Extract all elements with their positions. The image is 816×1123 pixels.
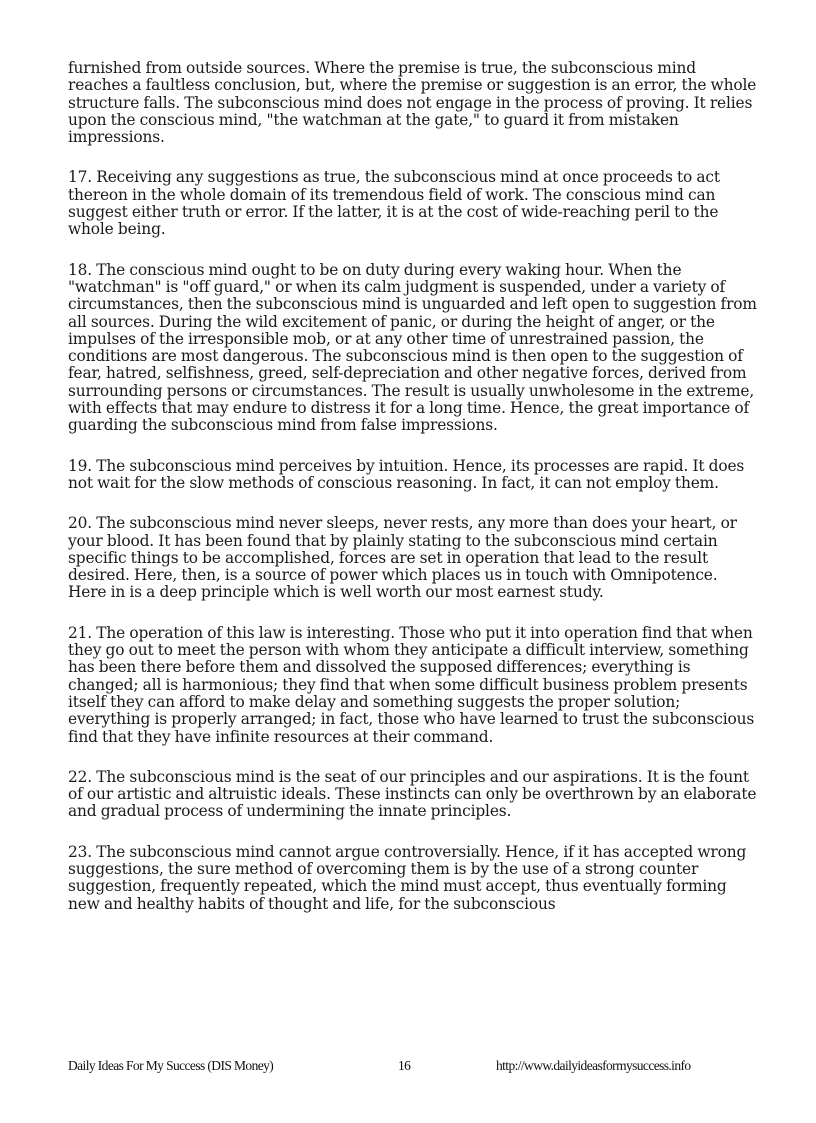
footer-url[interactable]: http://www.dailyideasformysuccess.info [496,1058,691,1073]
footer-page-number: 16 [398,1058,411,1073]
paragraph-22: 22. The subconscious mind is the seat of our principles and our aspirations. It is the fount of our artistic and altruistic ideals. These instincts can only be overthrown by an elaborate and gradual process of undermining the innate principles. [68,767,757,821]
page-body [68,60,758,936]
paragraph-continuation: furnished from outside sources. Where the premise is true, the subconscious mind reaches a faultless conclusion, but, where the premise or suggestion is an error, the whole structure falls. The subconscious mind does not engage in the process of proving. It relies upon the conscious mind, "the watchman at the gate," to guard it from mistaken impressions. [68,59,757,147]
paragraph-17: 17. Receiving any suggestions as true, the subconscious mind at once proceeds to act thereon in the whole domain of its tremendous field of work. The conscious mind can suggest either truth or error. If the latter, it is at the cost of wide-reaching peril to the whole being. [68,168,720,239]
paragraph-23: 23. The subconscious mind cannot argue controversially. Hence, if it has accepted wrong suggestions, the sure method of overcoming them is by the use of a strong counter suggestion, frequently repeated, which the mind must accept, thus eventually forming new and healthy habits of thought and life, for the subconscious [68,842,747,913]
footer-title: Daily Ideas For My Success (DIS Money) [68,1058,274,1073]
paragraph-19: 19. The subconscious mind perceives by intuition. Hence, its processes are rapid. It does not wait for the slow methods of conscious reasoning. In fact, it can not employ them. [68,456,745,492]
page-footer [68,1058,738,1078]
paragraph-20: 20. The subconscious mind never sleeps, never rests, any more than does your heart, or your blood. It has been found that by plainly stating to the subconscious mind certain specific things to be accomplished, forces are set in operation that lead to the result desired. Here, then, is a source of power which places us in touch with Omnipotence. Here in is a deep principle which is well worth our most earnest study. [68,514,737,602]
paragraph-18: 18. The conscious mind ought to be on duty during every waking hour. When the "watchman" is "off guard," or when its calm judgment is suspended, under a variety of circumstances, then the subconscious mind is unguarded and left open to suggestion from all sources. During the wild excitement of panic, or during the height of anger, or the impulses of the irresponsible mob, or at any other time of unrestrained passion, the conditions are most dangerous. The subconscious mind is then open to the suggestion of fear, hatred, selfishness, greed, self-depreciation and other negative forces, derived from surrounding persons or circumstances. The result is usually unwholesome in the extreme, with effects that may endure to distress it for a long time. Hence, the great importance of guarding the subconscious mind from false impressions. [68,260,757,435]
paragraph-21: 21. The operation of this law is interesting. Those who put it into operation find that when they go out to meet the person with whom they anticipate a difficult interview, something has been there before them and dissolved the supposed differences; everything is changed; all is harmonious; they find that when some difficult business problem presents itself they can afford to make delay and something suggests the proper solution; everything is properly arranged; in fact, those who have learned to trust the subconscious find that they have infinite resources at their command. [68,623,755,746]
